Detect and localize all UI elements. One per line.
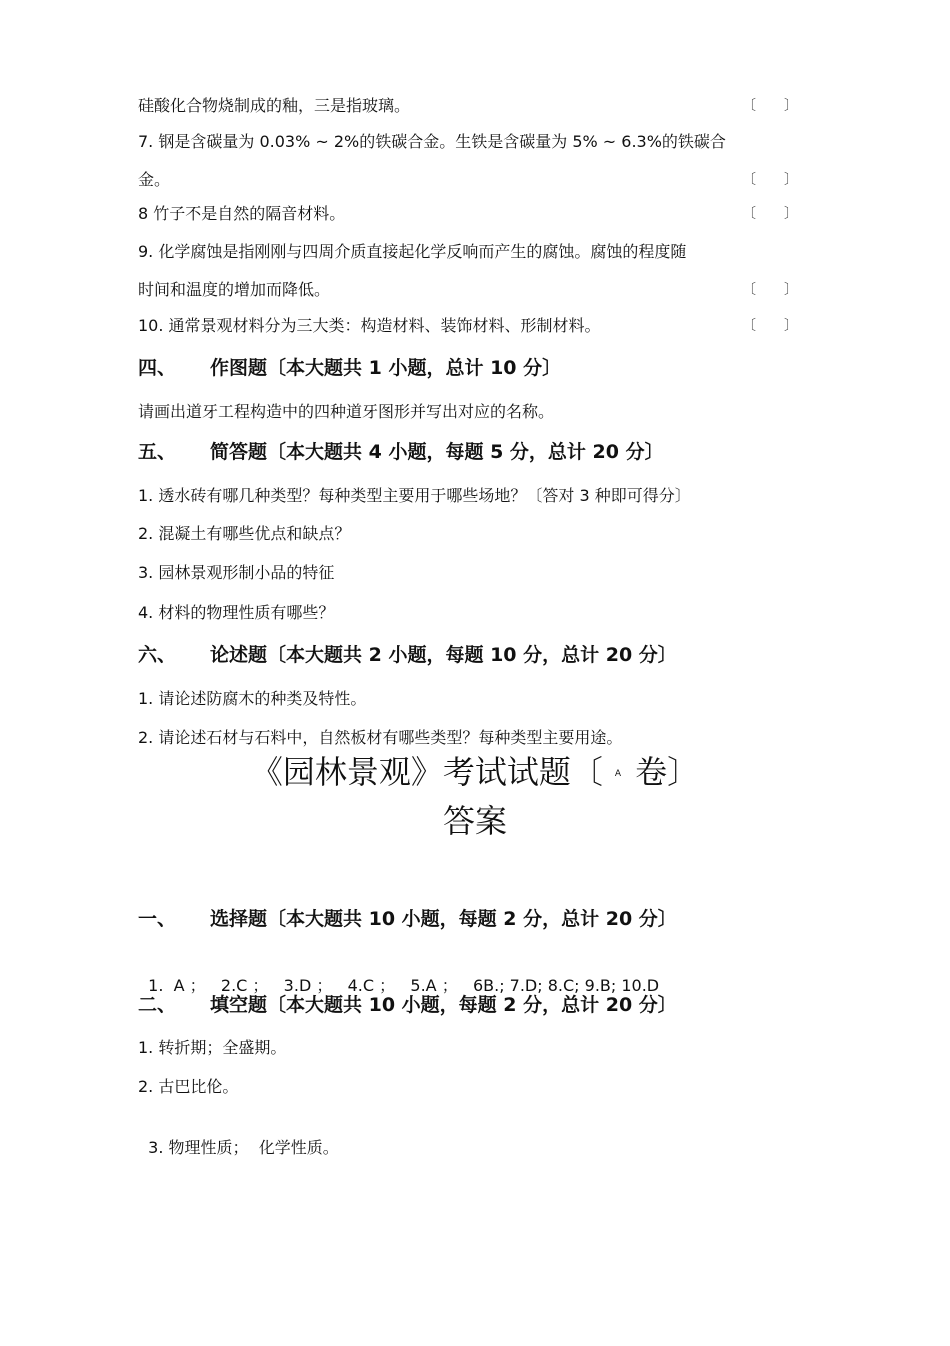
- question-text: 2. 混凝土有哪些优点和缺点？: [138, 524, 351, 543]
- answer-bracket: 〔 〕: [742, 282, 798, 298]
- answer-page-subtitle: [0, 801, 950, 841]
- section-heading-drawing: [138, 355, 561, 381]
- short-answer-item-4: [138, 602, 798, 624]
- question-text: 1. 透水砖有哪几种类型？每种类型主要用于哪些场地？〔答对 3 种即可得分〕: [138, 486, 691, 505]
- answer-text: 3. 物理性质； 化学性质。: [148, 1138, 339, 1157]
- section-heading-essay: [138, 642, 677, 668]
- answer-text: 2. 古巴比伦。: [138, 1077, 239, 1096]
- question-text: 7. 钢是含碳量为 0.03% ~ 2%的铁碳合金。生铁是含碳量为 5% ~ 6.3%的铁碳合: [138, 132, 726, 151]
- essay-item-1: [138, 688, 798, 710]
- judgement-item-continuation: [138, 95, 798, 117]
- judgement-item-7: [138, 131, 798, 153]
- answer-text: 1. A ； 2.C ； 3.D ； 4.C ； 5.A ； 6B.; 7.D; 8.C; 9.B; 10.D: [148, 976, 660, 995]
- section-number: 六、: [138, 644, 177, 666]
- question-text: 1. 请论述防腐木的种类及特性。: [138, 689, 367, 708]
- section-number: 二、: [138, 994, 177, 1016]
- title-text: 《园林景观》考试试题〔: [250, 753, 603, 791]
- question-text: 9. 化学腐蚀是指刚刚与四周介质直接起化学反响而产生的腐蚀。腐蚀的程度随: [138, 242, 687, 261]
- section-title: 简答题〔本大题共 4 小题，每题 5 分，总计 20 分〕: [210, 441, 664, 463]
- answer-bracket: 〔 〕: [742, 318, 798, 334]
- question-text: 请画出道牙工程构造中的四种道牙图形并写出对应的名称。: [138, 402, 555, 421]
- drawing-question: [138, 401, 798, 423]
- question-text: 金。: [138, 170, 171, 189]
- answer-heading-fill-in: [138, 992, 677, 1018]
- fill-in-answer-3: [138, 1115, 798, 1159]
- section-number: 四、: [138, 357, 177, 379]
- judgement-item-7-continued: [138, 169, 798, 191]
- answer-bracket: 〔 〕: [742, 98, 798, 114]
- essay-item-2: [138, 727, 798, 749]
- choice-answers: [138, 953, 798, 997]
- subtitle-text: 答案: [442, 802, 507, 840]
- question-text: 硅酸化合物烧制成的釉，三是指玻璃。: [138, 96, 411, 115]
- judgement-item-9: [138, 241, 798, 263]
- short-answer-item-2: [138, 523, 798, 545]
- answer-page-title: [0, 752, 950, 794]
- section-title: 作图题〔本大题共 1 小题，总计 10 分〕: [210, 357, 562, 379]
- answer-bracket: 〔 〕: [742, 172, 798, 188]
- question-text: 2. 请论述石材与石料中，自然板材有哪些类型？每种类型主要用途。: [138, 728, 623, 747]
- fill-in-answer-1: [138, 1037, 798, 1059]
- judgement-item-10: [138, 315, 798, 337]
- question-text: 10. 通常景观材料分为三大类：构造材料、装饰材料、形制材料。: [138, 316, 601, 335]
- question-text: 时间和温度的增加而降低。: [138, 280, 331, 299]
- answer-heading-choice: [138, 906, 677, 932]
- exam-variant-letter: A: [614, 769, 622, 779]
- judgement-item-8: [138, 203, 798, 225]
- fill-in-answer-2: [138, 1076, 798, 1098]
- section-title: 选择题〔本大题共 10 小题，每题 2 分，总计 20 分〕: [210, 908, 677, 930]
- short-answer-item-3: [138, 562, 798, 584]
- answer-bracket: 〔 〕: [742, 206, 798, 222]
- section-number: 五、: [138, 441, 177, 463]
- question-text: 8 竹子不是自然的隔音材料。: [138, 204, 346, 223]
- judgement-item-9-continued: [138, 279, 798, 301]
- question-text: 3. 园林景观形制小品的特征: [138, 563, 335, 582]
- answer-text: 1. 转折期；全盛期。: [138, 1038, 287, 1057]
- short-answer-item-1: [138, 485, 798, 507]
- section-title: 填空题〔本大题共 10 小题，每题 2 分，总计 20 分〕: [210, 994, 677, 1016]
- section-title: 论述题〔本大题共 2 小题，每题 10 分，总计 20 分〕: [210, 644, 677, 666]
- section-number: 一、: [138, 908, 177, 930]
- question-text: 4. 材料的物理性质有哪些？: [138, 603, 335, 622]
- title-text-end: 卷〕: [635, 753, 700, 791]
- section-heading-short-answer: [138, 439, 664, 465]
